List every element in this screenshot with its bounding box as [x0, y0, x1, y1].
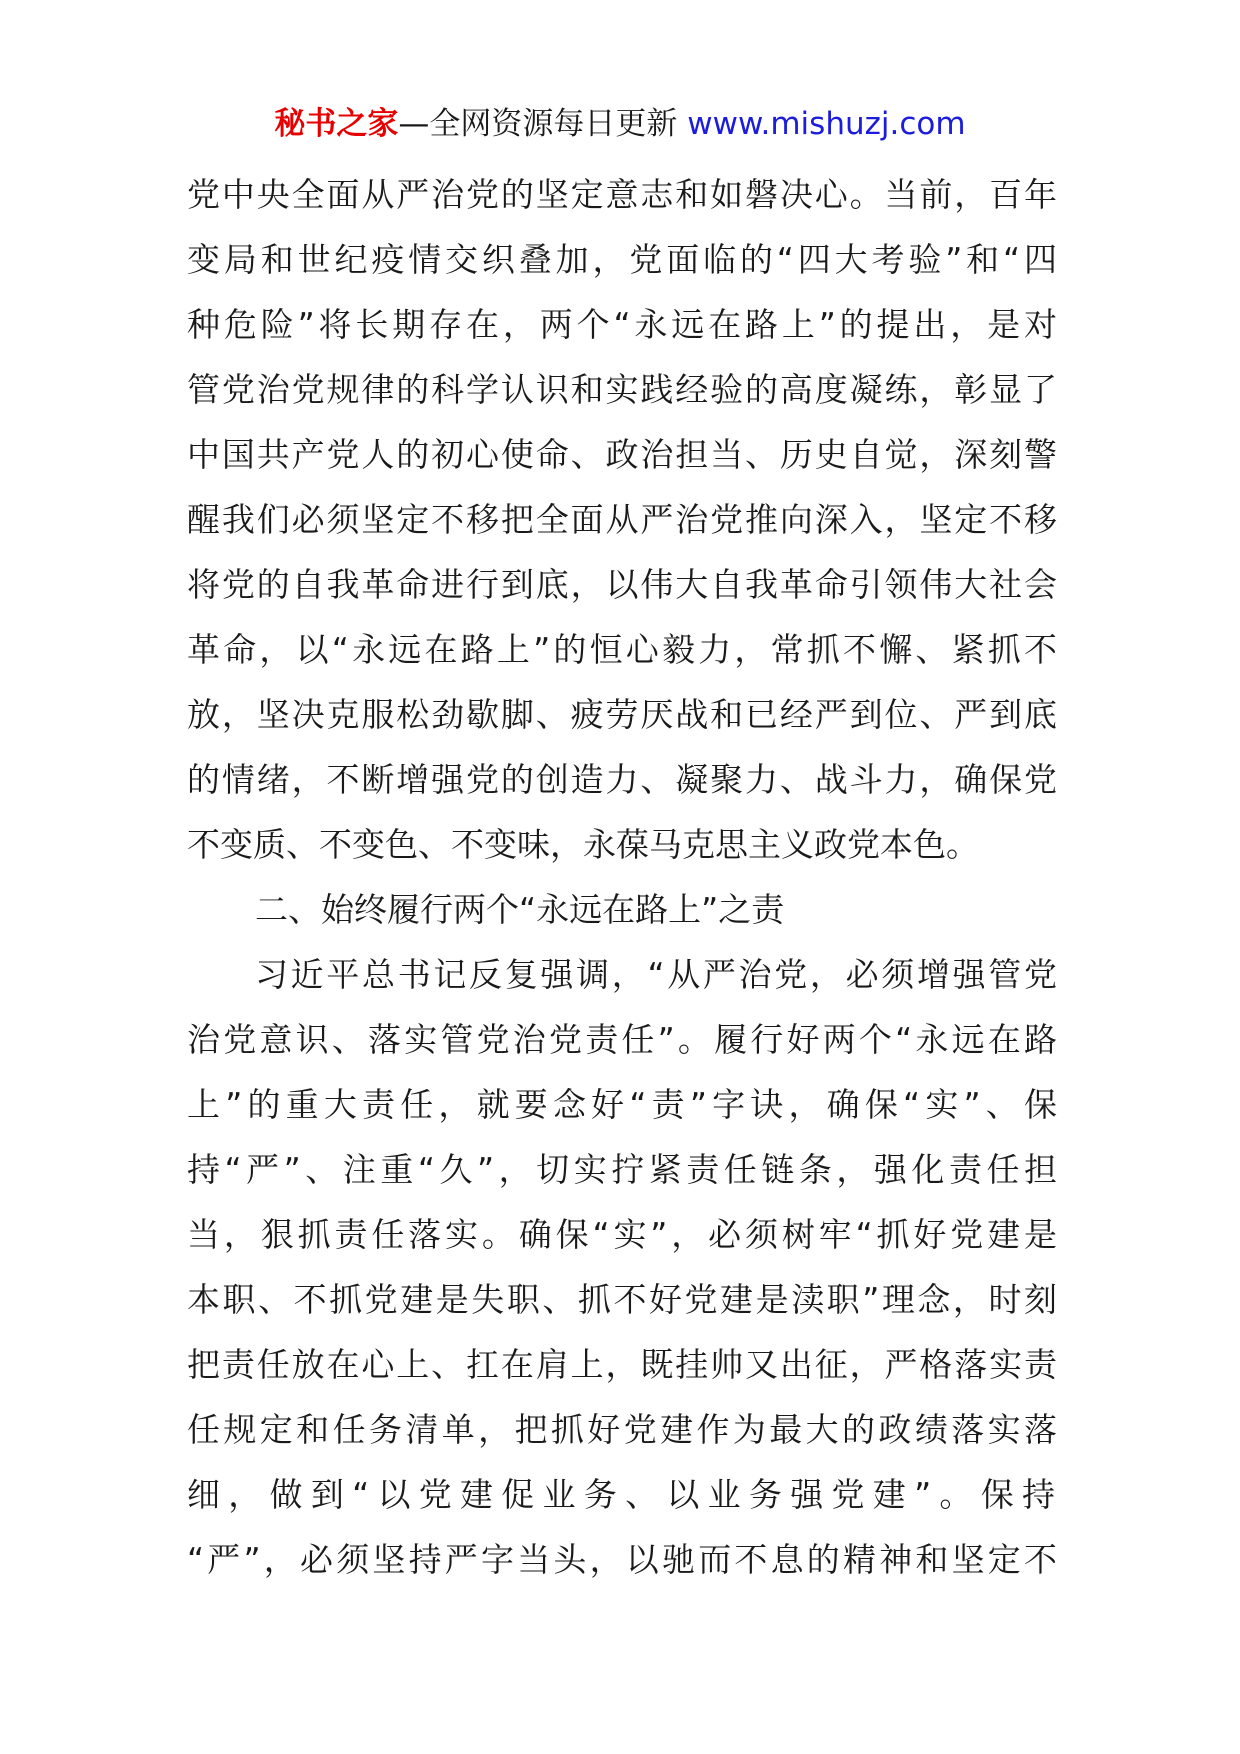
site-header: [0, 102, 1240, 146]
site-url-link[interactable]: www.mishuzj.com: [687, 106, 966, 142]
paragraph-2-line-1: 习近平总书记反复强调，“从严治党，必须增强管党: [255, 955, 1057, 994]
paragraph-1-line-7: 将党的自我革命进行到底，以伟大自我革命引领伟大社会: [187, 565, 1057, 604]
paragraph-1-line-10: 的情绪，不断增强党的创造力、凝聚力、战斗力，确保党: [187, 760, 1057, 799]
paragraph-2-line-9: 细，做到“以党建促业务、以业务强党建”。保持: [187, 1475, 1057, 1514]
paragraph-2-line-5: 当，狠抓责任落实。确保“实”，必须树牢“抓好党建是: [187, 1215, 1057, 1254]
paragraph-1-line-8: 革命，以“永远在路上”的恒心毅力，常抓不懈、紧抓不: [187, 630, 1057, 669]
paragraph-2-line-8: 任规定和任务清单，把抓好党建作为最大的政绩落实落: [187, 1410, 1057, 1449]
brand-name: 秘书之家: [274, 106, 399, 142]
paragraph-1-line-1: 党中央全面从严治党的坚定意志和如磐决心。当前，百年: [187, 175, 1057, 214]
paragraph-1-line-4: 管党治党规律的科学认识和实践经验的高度凝练，彰显了: [187, 370, 1057, 409]
paragraph-2-line-10: “严”，必须坚持严字当头，以驰而不息的精神和坚定不: [187, 1540, 1057, 1579]
paragraph-1-line-5: 中国共产党人的初心使命、政治担当、历史自觉，深刻警: [187, 435, 1057, 474]
paragraph-1-line-6: 醒我们必须坚定不移把全面从严治党推向深入，坚定不移: [187, 500, 1057, 539]
paragraph-1-line-2: 变局和世纪疫情交织叠加，党面临的“四大考验”和“四: [187, 240, 1057, 279]
paragraph-1-line-9: 放，坚决克服松劲歇脚、疲劳厌战和已经严到位、严到底: [187, 695, 1057, 734]
paragraph-1-line-3: 种危险”将长期存在，两个“永远在路上”的提出，是对: [187, 305, 1057, 344]
paragraph-2-line-6: 本职、不抓党建是失职、抓不好党建是渎职”理念，时刻: [187, 1280, 1057, 1319]
paragraph-2-line-4: 持“严”、注重“久”，切实拧紧责任链条，强化责任担: [187, 1150, 1057, 1189]
paragraph-2-line-7: 把责任放在心上、扛在肩上，既挂帅又出征，严格落实责: [187, 1345, 1057, 1384]
section-2-heading: 二、始终履行两个“永远在路上”之责: [255, 890, 785, 929]
document-body: [187, 162, 1057, 1592]
paragraph-2-line-3: 上”的重大责任，就要念好“责”字诀，确保“实”、保: [187, 1085, 1057, 1124]
paragraph-1-line-11: 不变质、不变色、不变味，永葆马克思主义政党本色。: [187, 825, 979, 864]
header-tagline: —全网资源每日更新: [398, 106, 678, 142]
paragraph-2-line-2: 治党意识、落实管党治党责任”。履行好两个“永远在路: [187, 1020, 1057, 1059]
